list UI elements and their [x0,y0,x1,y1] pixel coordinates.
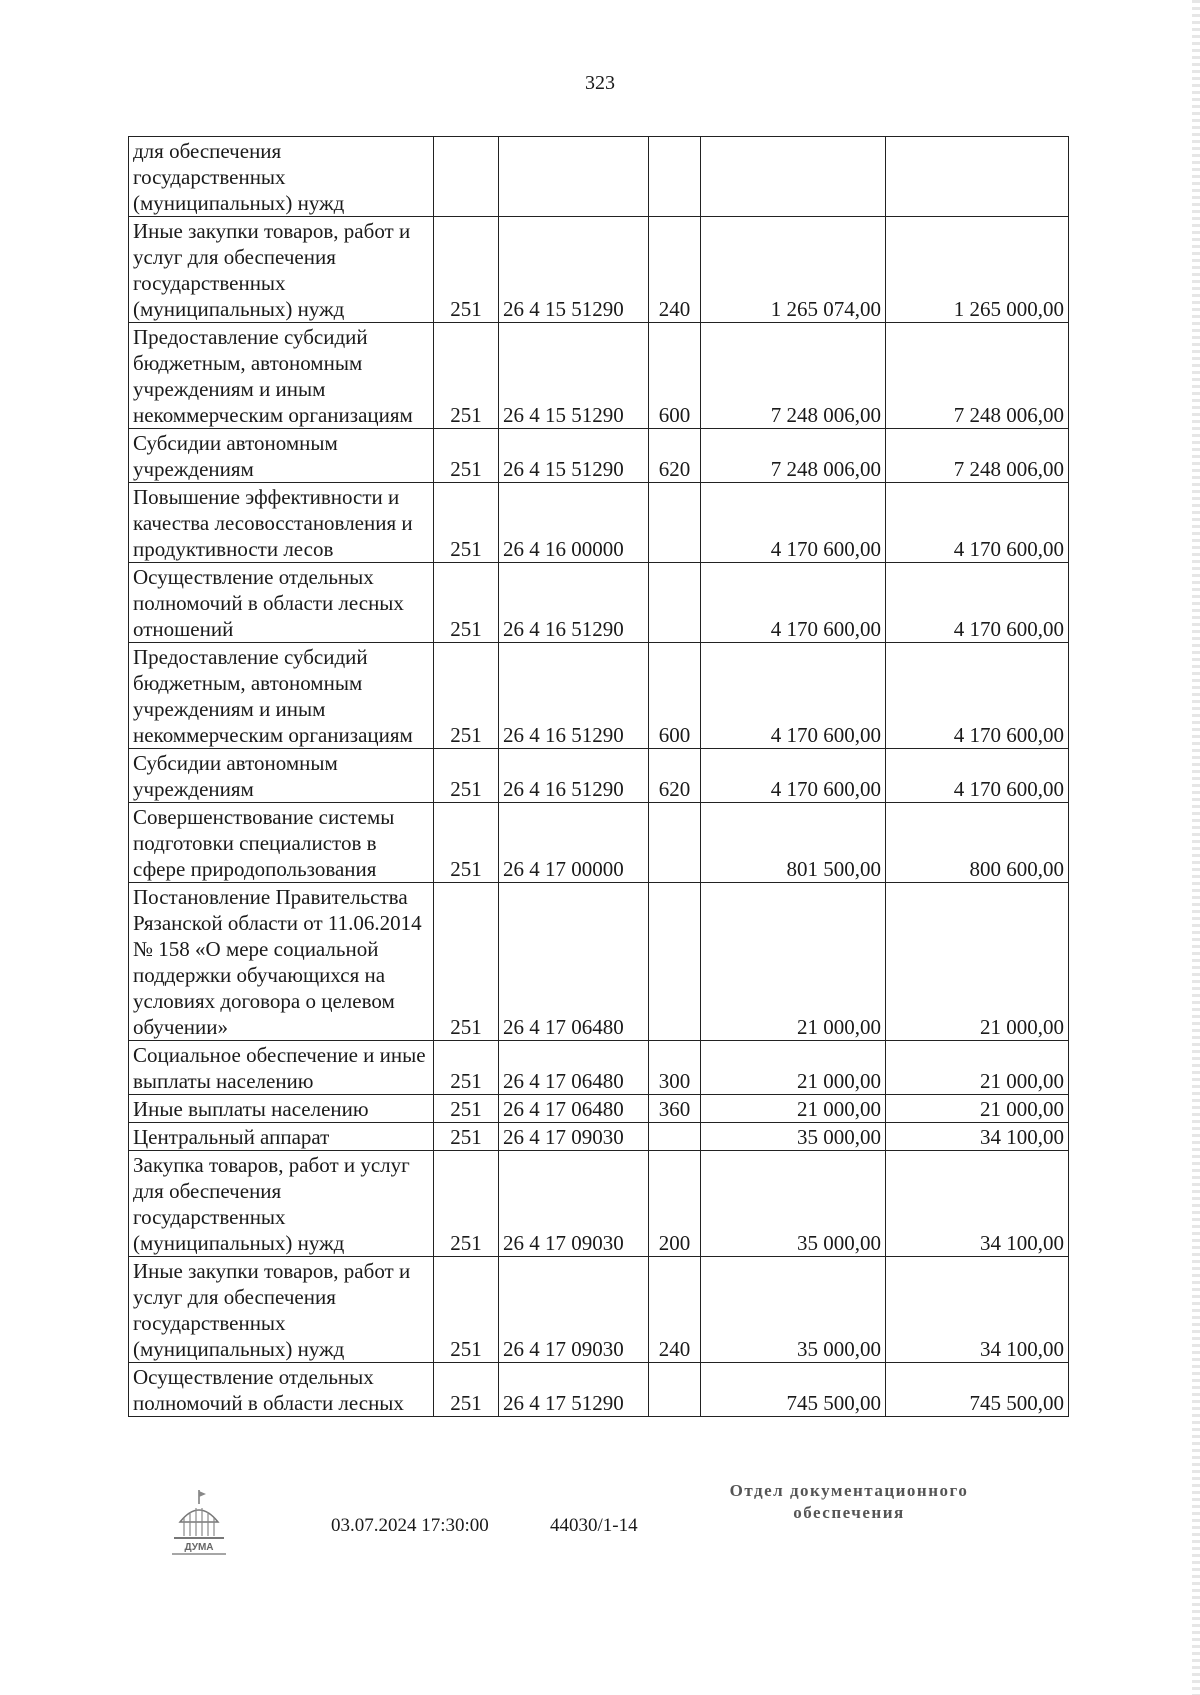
row-gr-cell: 251 [434,323,499,429]
row-csr-cell: 26 4 16 51290 [499,643,649,749]
row-amount-2-cell: 7 248 006,00 [886,323,1069,429]
table-row [129,803,1069,883]
duma-logo-icon [168,1488,230,1558]
page-number: 323 [585,72,615,94]
row-gr-cell: 251 [434,643,499,749]
row-type-cell [649,1123,701,1151]
row-amount-1-cell: 35 000,00 [701,1123,886,1151]
row-type-cell [649,563,701,643]
table-row [129,137,1069,217]
stamp-line-1: Отдел документационного [729,1481,969,1500]
row-csr-cell: 26 4 17 00000 [499,803,649,883]
row-type-cell: 600 [649,643,701,749]
row-amount-1-cell: 4 170 600,00 [701,749,886,803]
table-row [129,1257,1069,1363]
row-amount-1-cell: 4 170 600,00 [701,563,886,643]
row-gr-cell [434,137,499,217]
row-amount-1-cell: 801 500,00 [701,803,886,883]
row-csr-cell: 26 4 15 51290 [499,323,649,429]
footer-reg-number: 44030/1-14 [550,1515,638,1536]
row-amount-1-cell: 21 000,00 [701,1095,886,1123]
row-name-cell: Иные закупки товаров, работ и услуг для обеспечения государственных (муниципальных) нужд [129,217,434,323]
row-csr-cell: 26 4 17 09030 [499,1151,649,1257]
stamp-line-2: обеспечения [793,1503,905,1522]
row-amount-2-cell: 4 170 600,00 [886,643,1069,749]
row-csr-cell: 26 4 17 09030 [499,1257,649,1363]
table-row [129,1095,1069,1123]
row-csr-cell: 26 4 17 09030 [499,1123,649,1151]
row-csr-cell: 26 4 17 51290 [499,1363,649,1417]
row-gr-cell: 251 [434,883,499,1041]
row-amount-2-cell: 800 600,00 [886,803,1069,883]
row-name-cell: Предоставление субсидий бюджетным, автономным учреждениям и иным некоммерческим организациям [129,643,434,749]
table-row [129,1363,1069,1417]
row-csr-cell: 26 4 15 51290 [499,217,649,323]
row-amount-2-cell: 21 000,00 [886,1095,1069,1123]
row-name-cell: Иные закупки товаров, работ и услуг для обеспечения государственных (муниципальных) нужд [129,1257,434,1363]
row-type-cell: 620 [649,429,701,483]
row-type-cell [649,883,701,1041]
table-row [129,883,1069,1041]
row-csr-cell: 26 4 16 51290 [499,563,649,643]
row-name-cell: Субсидии автономным учреждениям [129,749,434,803]
row-amount-1-cell: 1 265 074,00 [701,217,886,323]
row-name-cell: Осуществление отдельных полномочий в области лесных отношений [129,563,434,643]
row-csr-cell [499,137,649,217]
row-amount-2-cell: 21 000,00 [886,883,1069,1041]
row-name-cell: Повышение эффективности и качества лесовосстановления и продуктивности лесов [129,483,434,563]
row-type-cell: 360 [649,1095,701,1123]
row-gr-cell: 251 [434,563,499,643]
row-gr-cell: 251 [434,1151,499,1257]
row-amount-2-cell: 34 100,00 [886,1123,1069,1151]
table-row [129,1151,1069,1257]
table-row [129,749,1069,803]
row-amount-2-cell: 7 248 006,00 [886,429,1069,483]
row-amount-2-cell: 34 100,00 [886,1257,1069,1363]
row-gr-cell: 251 [434,1041,499,1095]
row-csr-cell: 26 4 16 51290 [499,749,649,803]
row-amount-1-cell [701,137,886,217]
row-type-cell: 240 [649,1257,701,1363]
table-row [129,1041,1069,1095]
row-gr-cell: 251 [434,1123,499,1151]
row-amount-2-cell: 34 100,00 [886,1151,1069,1257]
row-gr-cell: 251 [434,1095,499,1123]
table-row [129,429,1069,483]
table-row [129,643,1069,749]
row-name-cell: Социальное обеспечение и иные выплаты населению [129,1041,434,1095]
row-gr-cell: 251 [434,483,499,563]
row-amount-2-cell: 4 170 600,00 [886,483,1069,563]
row-name-cell: Постановление Правительства Рязанской области от 11.06.2014 № 158 «О мере социальной поддержки обучающихся на условиях договора о целевом обучении» [129,883,434,1041]
row-gr-cell: 251 [434,749,499,803]
row-name-cell: Субсидии автономным учреждениям [129,429,434,483]
row-name-cell: Совершенствование системы подготовки специалистов в сфере природопользования [129,803,434,883]
row-type-cell [649,1363,701,1417]
table-row [129,483,1069,563]
row-amount-1-cell: 35 000,00 [701,1151,886,1257]
row-name-cell: Осуществление отдельных полномочий в области лесных [129,1363,434,1417]
row-name-cell: Иные выплаты населению [129,1095,434,1123]
table-row [129,1123,1069,1151]
footer-datetime: 03.07.2024 17:30:00 [331,1515,489,1536]
budget-table-body [129,137,1069,1417]
row-name-cell: Центральный аппарат [129,1123,434,1151]
scan-edge-artifact [1192,0,1200,1695]
row-csr-cell: 26 4 17 06480 [499,1095,649,1123]
row-amount-1-cell: 4 170 600,00 [701,483,886,563]
row-gr-cell: 251 [434,803,499,883]
row-amount-1-cell: 7 248 006,00 [701,323,886,429]
logo-text: ДУМА [184,1542,214,1553]
row-csr-cell: 26 4 15 51290 [499,429,649,483]
row-gr-cell: 251 [434,1257,499,1363]
row-name-cell: Предоставление субсидий бюджетным, автономным учреждениям и иным некоммерческим организациям [129,323,434,429]
row-amount-1-cell: 35 000,00 [701,1257,886,1363]
row-amount-2-cell: 4 170 600,00 [886,563,1069,643]
row-amount-2-cell: 1 265 000,00 [886,217,1069,323]
budget-table [128,136,1069,1417]
row-name-cell: для обеспечения государственных (муниципальных) нужд [129,137,434,217]
row-amount-2-cell: 21 000,00 [886,1041,1069,1095]
row-type-cell: 620 [649,749,701,803]
row-amount-1-cell: 7 248 006,00 [701,429,886,483]
row-csr-cell: 26 4 17 06480 [499,1041,649,1095]
table-row [129,563,1069,643]
row-type-cell [649,137,701,217]
row-csr-cell: 26 4 17 06480 [499,883,649,1041]
row-gr-cell: 251 [434,217,499,323]
row-type-cell: 240 [649,217,701,323]
row-type-cell: 200 [649,1151,701,1257]
row-amount-2-cell: 745 500,00 [886,1363,1069,1417]
department-stamp [718,1480,980,1524]
row-amount-1-cell: 4 170 600,00 [701,643,886,749]
row-type-cell [649,803,701,883]
table-row [129,217,1069,323]
row-name-cell: Закупка товаров, работ и услуг для обеспечения государственных (муниципальных) нужд [129,1151,434,1257]
row-type-cell: 300 [649,1041,701,1095]
row-amount-1-cell: 21 000,00 [701,1041,886,1095]
table-row [129,323,1069,429]
row-csr-cell: 26 4 16 00000 [499,483,649,563]
row-amount-1-cell: 21 000,00 [701,883,886,1041]
row-gr-cell: 251 [434,1363,499,1417]
row-gr-cell: 251 [434,429,499,483]
row-amount-2-cell [886,137,1069,217]
row-amount-2-cell: 4 170 600,00 [886,749,1069,803]
row-type-cell [649,483,701,563]
row-type-cell: 600 [649,323,701,429]
row-amount-1-cell: 745 500,00 [701,1363,886,1417]
